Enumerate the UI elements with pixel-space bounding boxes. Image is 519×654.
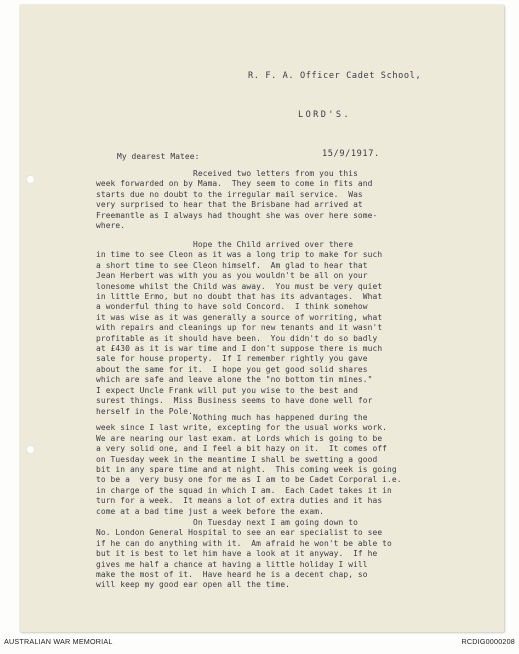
text-line: On Tuesday next I am going down to <box>96 518 358 527</box>
text-line: No. London General Hospital to see an ear specialist to see <box>96 528 383 538</box>
text-line: with repairs and cleanings up for new tenants and it wasn't <box>96 323 383 333</box>
text-line: which are safe and leave alone the "no bottom tin mines." <box>96 375 373 385</box>
text-line: Received two letters from you this <box>96 169 358 178</box>
text-line: make the most of it. Have heard he is a decent chap, so <box>96 570 368 580</box>
text-line: to be a very busy one for me as I am to be Cadet Corporal i.e. <box>96 475 402 485</box>
text-line: turn for a week. It means a lot of extra duties and it has <box>96 496 383 506</box>
punch-hole <box>26 175 35 184</box>
footer-id: RCDIG0000208 <box>461 637 515 646</box>
heading-date: 15/9/1917. <box>322 149 380 160</box>
paragraph <box>96 169 377 231</box>
text-line: in charge of the squad in which I am. Each Cadet takes it in <box>96 485 392 495</box>
heading-school: R. F. A. Officer Cadet School, <box>248 70 422 81</box>
text-line: lonesome whilst the Child was away. You must be very quiet <box>96 281 383 291</box>
paragraph <box>96 413 402 517</box>
text-line: but it is best to let him have a look at it anyway. If he <box>96 549 378 559</box>
letter-heading <box>248 50 421 180</box>
text-line: week forwarded on by Mama. They seem to come in fits and <box>96 179 373 189</box>
text-line: profitable as it should have been. You didn't do so badly <box>96 333 378 343</box>
text-line: it was wise as it was generally a source of worriting, what <box>96 312 383 322</box>
text-line: if he can do anything with it. Am afraid he won't be able to <box>96 538 392 548</box>
text-line: in little Ermo, but no doubt that has its advantages. What <box>96 292 383 302</box>
text-line: about the same for it. I hope you get good solid shares <box>96 364 368 374</box>
text-line: We are nearing our last exam. at Lords which is going to be <box>96 433 383 443</box>
text-line: Freemantle as I always had thought she was over here some- <box>96 210 378 220</box>
text-line: a very solid one, and I feel a bit hazy on it. It comes off <box>96 444 388 454</box>
text-line: bit in any spare time and at night. This coming week is going <box>96 465 397 475</box>
text-line: gives me half a chance at having a little holiday I will <box>96 559 368 569</box>
salutation: My dearest Matee: <box>117 152 200 161</box>
text-line: will keep my good ear open all the time. <box>96 580 291 590</box>
text-line: surest things. Miss Business seems to have done well for <box>96 396 373 406</box>
text-line: very surprised to hear that the Brisbane had arrived at <box>96 200 363 210</box>
text-line: a short time to see Cleon himself. Am glad to hear that <box>96 260 368 270</box>
text-line: at £430 as it is war time and I don't suppose there is much <box>96 344 383 354</box>
text-line: Nothing much has happened during the <box>96 413 368 422</box>
text-line: Hope the Child arrived over there <box>96 240 354 249</box>
footer-source: AUSTRALIAN WAR MEMORIAL <box>4 637 113 646</box>
text-line: sale for house property. If I remember rightly you gave <box>96 354 368 364</box>
text-line: a wonderful thing to have sold Concord. I think somehow <box>96 302 368 312</box>
text-line: starts due no doubt to the irregular mail service. Was <box>96 189 363 199</box>
text-line: I expect Uncle Frank will put you wise to the best and <box>96 385 358 395</box>
paragraph <box>96 518 392 591</box>
text-line: where. <box>96 221 126 231</box>
text-line: Jean Herbert was with you as you wouldn't be all on your <box>96 271 368 281</box>
text-line: on Tuesday week in the meantime I shall be swetting a good <box>96 454 378 464</box>
heading-place: LORD'S. <box>298 110 352 121</box>
text-line: herself in the Pole. <box>96 406 194 416</box>
text-line: in time to see Cleon as it was a long trip to make for such <box>96 250 383 260</box>
text-line: week since I last write, excepting for the usual works work. <box>96 423 388 433</box>
text-line: come at a bad time just a week before the exam. <box>96 506 324 516</box>
paragraph <box>96 240 382 417</box>
punch-hole <box>26 445 35 454</box>
